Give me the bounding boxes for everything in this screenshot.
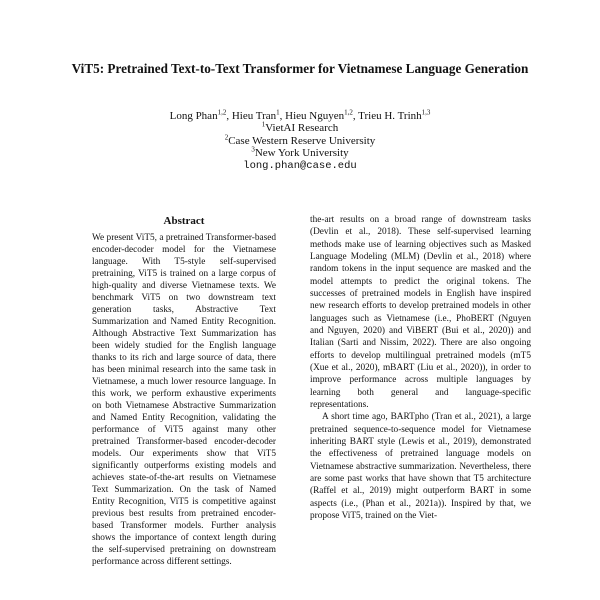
paper-title: ViT5: Pretrained Text-to-Text Transformer for Vietnamese Language Generation [71, 61, 529, 76]
affiliation-marker: 1,2 [344, 108, 353, 117]
author-name: Trieu H. Trinh [358, 110, 422, 122]
author-name: Hieu Tran [231, 110, 277, 122]
abstract-text: We present ViT5, a pretrained Transformer-based encoder-decoder model for the Vietnamese language. With T5-style self-supervised pretraining, ViT5 is trained on a large corpus of high-quality and diverse Vietnamese texts. We benchmark ViT5 on two downstream text generation tasks, Abstractive Text Summarization and Named Entity Recognition. Although Abstractive Text Summarization has been widely studied for the English language thanks to its rich and large source of data, there has been minimal research into the same task in Vietnamese, a much lower resource language. In this work, we perform exhaustive experiments on both Vietnamese Abstractive Summarization and Named Entity Recognition, validating the performance of ViT5 against many other pretrained Transformer-based encoder-decoder models. Our experiments show that ViT5 significantly outperforms existing models and achieves state-of-the-art results on Vietnamese Text Summarization. On the task of Named Entity Recognition, ViT5 is competitive against previous best results from pretrained encoder-based Transformer models. Further analysis shows the importance of context length during the self-supervised pretraining on downstream performance across different settings. [92, 233, 276, 567]
affiliation-line: $^2$Case Western Reserve University [224, 133, 376, 147]
body-paragraph: A short time ago, BARTpho (Tran et al., 2021), a large pretrained sequence-to-sequence model for Vietnamese inheriting BART style (Lewis et al., 2019), demonstrated the effectiveness of pretrained language models on Vietnamese abstractive summarization. Nevertheless, there are some past works that have shown that T5 architecture (Raffel et al., 2019) might outperform BART in some aspects (i.e., (Phan et al., 2021a)). Inspired by that, we propose ViT5, trained on the Viet- [310, 412, 531, 521]
author-name: Long Phan [169, 110, 218, 122]
body-paragraph: the-art results on a broad range of downstream tasks (Devlin et al., 2018). These self-supervised learning methods make use of learning objectives such as Masked Language Modeling (MLM) (Devlin et al., 2018) where random tokens in the input sequence are masked and the model attempts to predict the original tokens. The successes of pretrained models in English have inspired new research efforts to develop pretrained models in other languages such as Vietnamese (i.e., PhoBERT (Nguyen and Nguyen, 2020) and ViBERT (Bui et al., 2020)) and Italian (Sarti and Nissim, 2022). There are also ongoing efforts to develop multilingual pretrained models (mT5 (Xue et al., 2020), mBART (Liu et al., 2020)), in order to improve performance across multiple languages by learning both general and language-specific representations. [310, 215, 531, 410]
author-list: Long Phan$^{1,2}$, Hieu Tran$^1$, Hieu Nguyen$^{1,2}$, Trieu H. Trinh$^{1,3}$ [169, 108, 431, 122]
abstract-heading: Abstract [163, 215, 205, 227]
affiliation-marker: 1 [276, 108, 280, 117]
introduction-column [310, 214, 531, 522]
affiliation-line: $^3$New York University [251, 145, 349, 160]
affiliation-marker: 1,3 [421, 108, 431, 117]
author-block [60, 110, 540, 172]
author-email: long.phan@case.edu [243, 159, 357, 172]
affiliation-marker: 1,2 [217, 108, 227, 117]
affiliation-line: $^1$VietAI Research [261, 120, 339, 135]
author-name: Hieu Nguyen [285, 110, 345, 122]
